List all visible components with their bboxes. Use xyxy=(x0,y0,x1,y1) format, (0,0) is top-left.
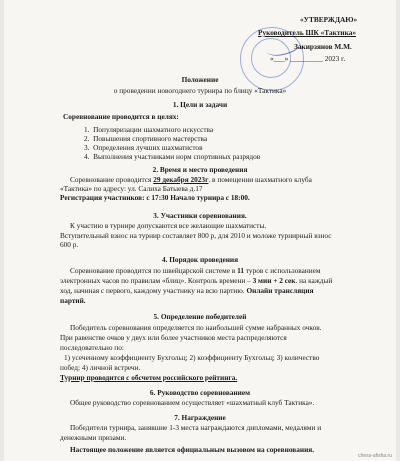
s3-line-1: К участию в турнире допускаются все желающие шахматисты. xyxy=(70,221,267,230)
s3-heading: 3. Участники соревнования. xyxy=(153,211,247,220)
s5-line-5: побед; 4) личной встречи. xyxy=(60,363,141,372)
s3-line-2: Вступительный взнос на турнир составляет 800 р, для 2010 и моложе турнирный взнос xyxy=(60,231,332,240)
watermark: chess-afisha.ru xyxy=(358,453,392,459)
approval-date: «___» _________ 2023 г. xyxy=(270,54,346,63)
s5-line-1: Победитель соревнования определяется по наибольшей сумме набранных очков. xyxy=(70,323,322,332)
s4-heading: 4. Порядок проведения xyxy=(161,255,239,264)
s1-heading: 1. Цели и задачи xyxy=(172,100,228,109)
s1-item-3: 3. Определения лучших шахматистов xyxy=(84,143,203,152)
s1-item-2: 2. Повышения спортивного мастерства xyxy=(84,134,208,143)
approval-role: Руководитель ШК «Тактика» xyxy=(258,28,356,37)
s2-line-1: Соревнование проводится 29 декабря 2023г. в помещении шахматного клуба xyxy=(70,175,312,184)
approval-name: Закирзянов М.М. xyxy=(294,42,352,51)
s4-line-3: ход, начиная с первого, каждому участнику на всю партию. Онлайн трансляция xyxy=(60,286,314,295)
s2-line-2: «Тактика» по адресу: ул. Салиха Батыева д.17 xyxy=(60,184,203,193)
s6-heading: 6. Руководство соревнованием xyxy=(149,388,251,397)
s1-intro: Соревнование проводится в целях: xyxy=(63,112,179,121)
s5-line-2: При равенстве очков у двух или более участников места распределяются xyxy=(60,333,287,342)
s5-line-4: 1) усеченному коэффициенту Бухгольц; 2) коэффициенту Бухгольц; 3) количество xyxy=(64,353,320,362)
doc-title: Положение xyxy=(181,75,219,84)
s6-line-1: Общее руководство соревнованием осуществляет «шахматный клуб Тактика». xyxy=(70,398,315,407)
s2-heading: 2. Время и место проведения xyxy=(152,165,248,174)
s1-item-1: 1. Популяризации шахматного искусства xyxy=(84,125,214,134)
s7-heading: 7. Награждение xyxy=(174,413,226,422)
s4-line-1: Соревнование проводится по швейцарской системе в 11 туров с использованием xyxy=(70,266,321,275)
s1-item-4: 4. Выполнения участниками норм спортивных разрядов xyxy=(84,152,261,161)
s5-heading: 5. Определение победителей xyxy=(153,312,247,321)
s5-line-6: Турнир проводится с обсчетом российского рейтинга. xyxy=(60,373,238,382)
s7-line-2: денежными призами. xyxy=(60,433,127,442)
s2-line-3: Регистрация участников: с 17:30 Начало турнира с 18:00. xyxy=(60,193,250,202)
s4-line-4: партий. xyxy=(60,296,86,305)
s5-line-3: последовательно по: xyxy=(60,343,124,352)
document-page xyxy=(4,0,396,461)
closing-statement: Настоящее положение является официальным вызовом на соревнования. xyxy=(70,445,315,454)
approval-title: «УТВЕРЖДАЮ» xyxy=(300,15,358,24)
doc-subtitle: о проведении новогоднего турнира по блицу «Тактика» xyxy=(113,86,287,95)
s4-line-2: электронных часов по правилам «блиц». Контроль времени – 3 мин + 2 сек. на каждый xyxy=(60,276,333,285)
s3-line-3: 600 р. xyxy=(60,240,79,249)
s7-line-1: Победители турнира, занявшие 1-3 места награждаются дипломами, медалями и xyxy=(70,423,322,432)
